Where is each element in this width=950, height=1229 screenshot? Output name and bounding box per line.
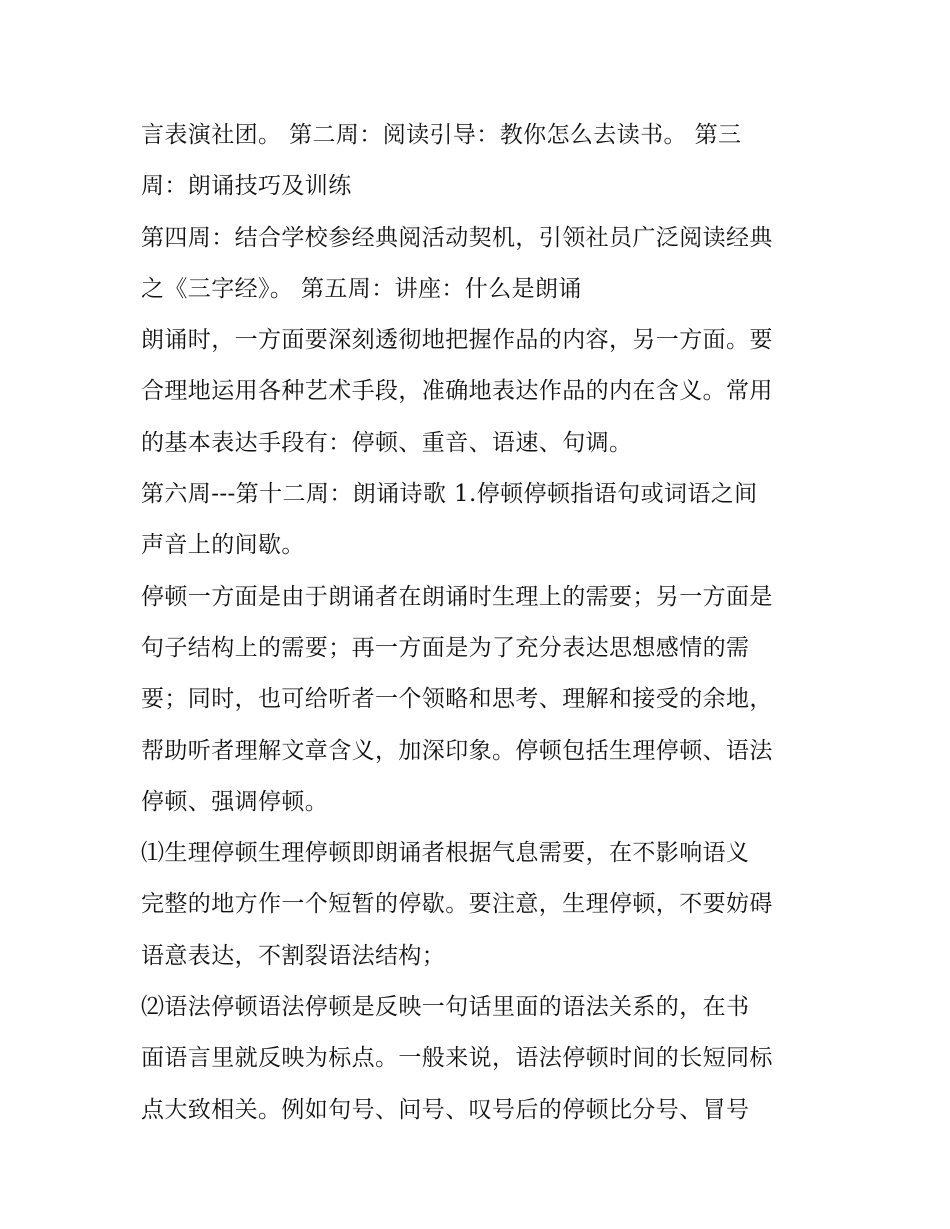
text-line: ⑵语法停顿语法停顿是反映一句话里面的语法关系的，在书 xyxy=(141,994,750,1021)
document-body xyxy=(141,110,821,1136)
text-line: ⑴生理停顿生理停顿即朗诵者根据气息需要，在不影响语义 xyxy=(141,840,750,867)
text-line: 点大致相关。例如句号、问号、叹号后的停顿比分号、冒号 xyxy=(141,1096,750,1123)
text-line: 停顿一方面是由于朗诵者在朗诵时生理上的需要；另一方面是 xyxy=(141,583,773,610)
text-line: 第六周---第十二周：朗诵诗歌 1.停顿停顿指语句或词语之间 xyxy=(141,481,758,508)
text-line: 面语言里就反映为标点。一般来说，语法停顿时间的长短同标 xyxy=(141,1045,773,1072)
text-line: 要；同时，也可给听者一个领略和思考、理解和接受的余地， xyxy=(141,686,773,713)
text-line: 的基本表达手段有：停顿、重音、语速、句调。 xyxy=(141,429,633,456)
text-line: 合理地运用各种艺术手段，准确地表达作品的内在含义。常用 xyxy=(141,378,773,405)
text-line: 朗诵时，一方面要深刻透彻地把握作品的内容，另一方面。要 xyxy=(141,327,773,354)
text-line: 言表演社团。 第二周：阅读引导：教你怎么去读书。 第三 xyxy=(141,122,742,148)
text-line: 语意表达，不割裂语法结构； xyxy=(141,942,446,969)
text-line: 周：朗诵技巧及训练 xyxy=(141,173,352,200)
text-line: 声音上的间歇。 xyxy=(141,532,305,559)
text-line: 完整的地方作一个短暂的停歇。要注意，生理停顿，不要妨碍 xyxy=(141,891,773,918)
text-line: 停顿、强调停顿。 xyxy=(141,788,329,815)
text-line: 第四周：结合学校参经典阅活动契机，引领社员广泛阅读经典 xyxy=(141,224,773,251)
text-line: 句子结构上的需要；再一方面是为了充分表达思想感情的需 xyxy=(141,634,750,661)
text-line: 之《三字经》。 第五周：讲座：什么是朗诵 xyxy=(141,275,582,302)
text-line: 帮助听者理解文章含义，加深印象。停顿包括生理停顿、语法 xyxy=(141,737,773,764)
